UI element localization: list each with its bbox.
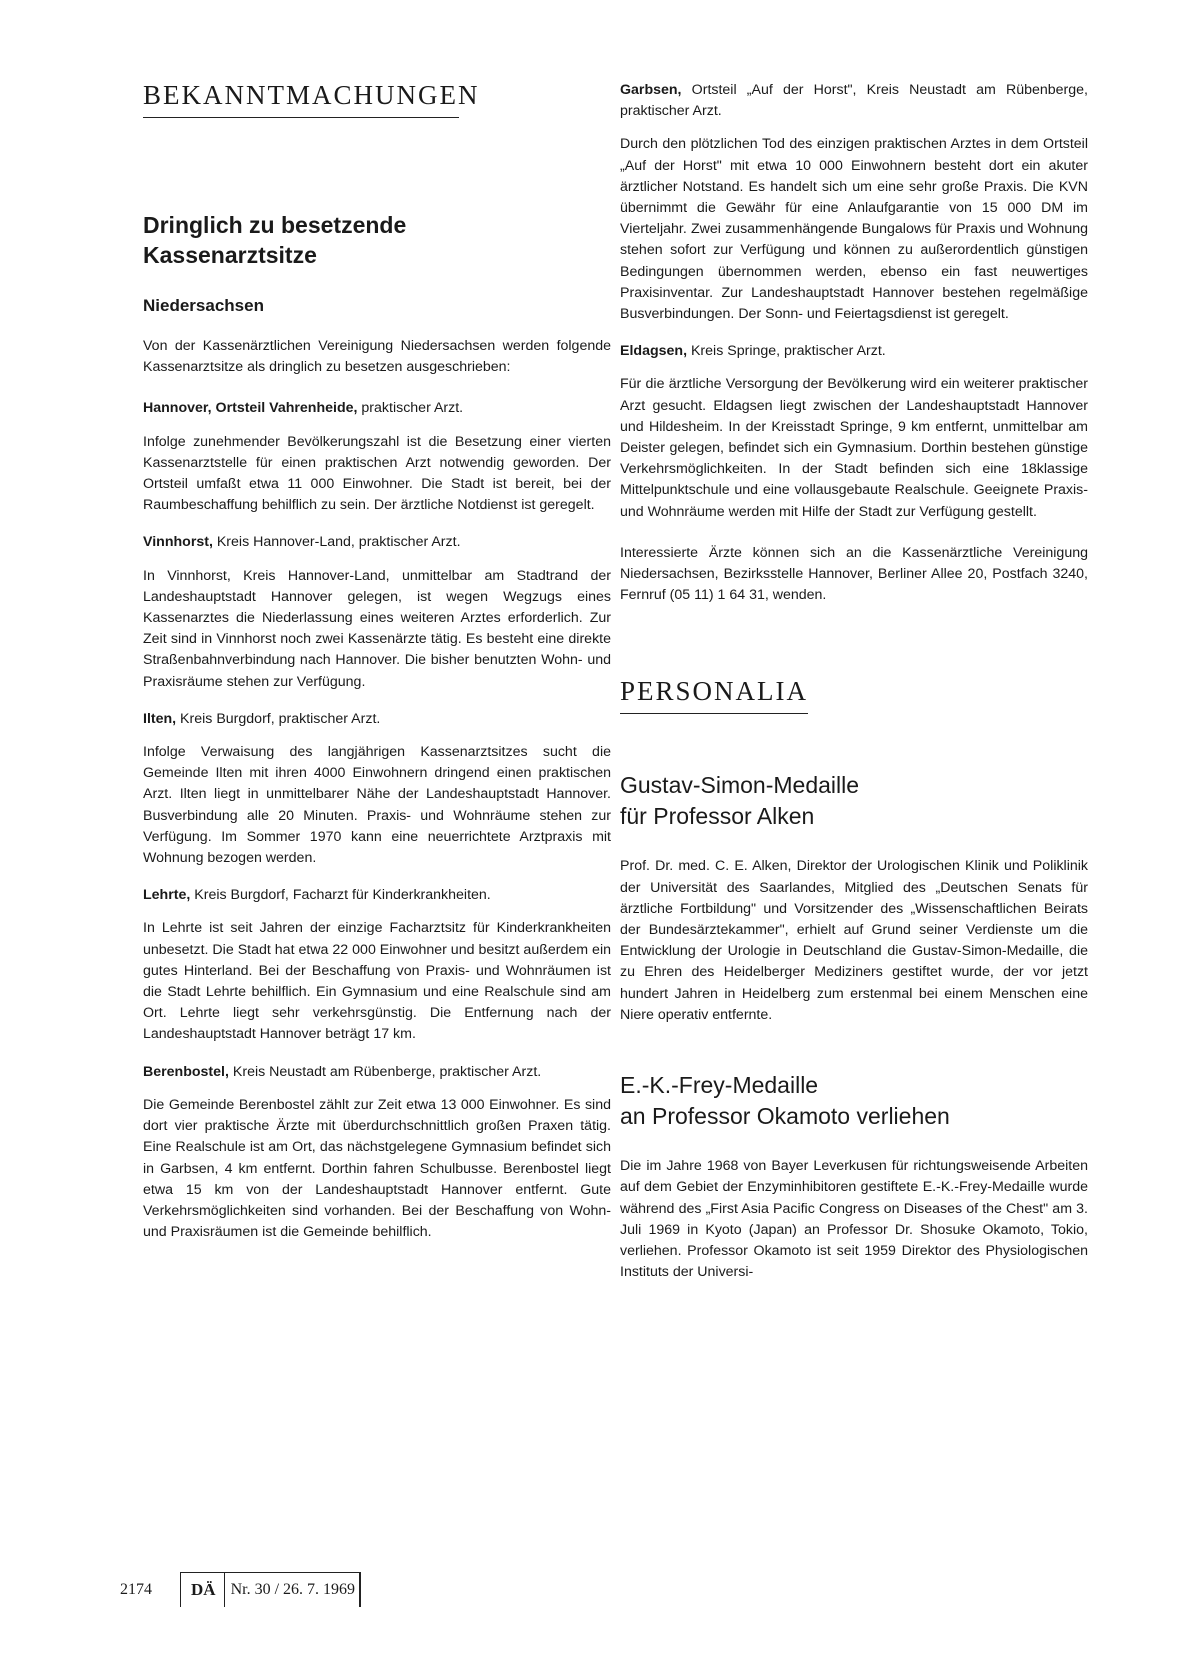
entry-heading xyxy=(143,398,611,419)
issue-info: Nr. 30 / 26. 7. 1969 xyxy=(230,1581,356,1598)
entry-text: In Vinnhorst, Kreis Hannover-Land, unmittelbar am Stadtrand der Landeshauptstadt Hannover gelegen, ist wegen Wegzugs eines Kassenarztes die Niederlassung eines weiteren Arztes erforderlich. Zur Zeit sind in Vinnhorst noch zwei Kassenärzte tätig. Es besteht eine direkte Straßenbahnverbindung nach Hannover. Die bisher benutzten Wohn- und Praxisräume stehen zur Verfügung. xyxy=(143,567,611,690)
entry-desc: Kreis Burgdorf, praktischer Arzt. xyxy=(176,710,381,727)
entry-heading xyxy=(620,341,1088,362)
region-heading: Niedersachsen xyxy=(143,296,264,315)
entry-desc: Kreis Hannover-Land, praktischer Arzt. xyxy=(212,534,461,551)
entry-desc: Kreis Neustadt am Rübenberge, praktischer Arzt. xyxy=(228,1063,542,1080)
article-title xyxy=(620,770,1088,832)
article-text: Prof. Dr. med. C. E. Alken, Direktor der Urologischen Klinik und Poliklinik der Universität des Saarlandes, Mitglied des „Deutschen Senats für ärztliche Fortbildung" und Vorsitzender des „Wissenschaftlichen Beirats der Bundesärztekammer", erhielt auf Grund seiner Verdienste um die Entwicklung der Urologie in Deutschland die Gustav-Simon-Medaille, die zu Ehren des Heidelberger Mediziners gestiftet wurde, der vor jetzt hundert Jahren in Heidelberg zum erstenmal bei einem Menschen eine Niere operativ entfernte. xyxy=(620,858,1088,1023)
entry-heading xyxy=(143,1062,611,1083)
article-title xyxy=(143,210,611,270)
article-text: Die im Jahre 1968 von Bayer Leverkusen für richtungsweisende Arbeiten auf dem Gebiet der Enzyminhibitoren gestiftete E.-K.-Frey-Medaille wurde während des „First Asia Pacific Congress on Diseases of the Chest" am 3. Juli 1969 in Kyoto (Japan) an Professor Dr. Shosuke Okamoto, Tokio, verliehen. Professor Okamoto ist seit 1959 Direktor des Physiologischen Instituts der Universi- xyxy=(620,1158,1088,1281)
entry-place: Vinnhorst, xyxy=(143,534,213,551)
entry-text: In Lehrte ist seit Jahren der einzige Facharztsitz für Kinderkrankheiten unbesetzt. Die Stadt hat etwa 22 000 Einwohner und besitzt außerdem ein gutes Hinterland. Bei der Beschaffung von Praxis- und Wohnräumen ist die Stadt Lehrte behilflich. Ein Gymnasium und eine Realschule sind am Ort. Lehrte liegt sehr verkehrsgünstig. Die Entfernung nach der Landeshauptstadt Hannover beträgt 17 km. xyxy=(143,920,611,1043)
article-title-line2: für Professor Alken xyxy=(620,803,815,830)
entry-text: Die Gemeinde Berenbostel zählt zur Zeit etwa 13 000 Einwohner. Es sind dort vier praktische Ärzte mit überdurchschnittlich großen Praxen tätig. Eine Realschule ist am Ort, das nächstgelegene Gymnasium befindet sich in Garbsen, 4 km entfernt. Dorthin fahren Schulbusse. Berenbostel liegt etwa 15 km von der Landeshauptstadt Hannover entfernt. Gute Verkehrsmöglichkeiten sind vorhanden. Bei der Beschaffung von Wohn- und Praxisräumen ist die Gemeinde behilflich. xyxy=(143,1096,611,1241)
entry-heading xyxy=(620,80,1088,122)
article-title-line1: E.-K.-Frey-Medaille xyxy=(620,1072,819,1099)
entry-place: Garbsen, xyxy=(620,82,682,98)
entry-desc: praktischer Arzt. xyxy=(357,400,464,417)
entry-desc: Ortsteil „Auf der Horst", Kreis Neustadt am Rübenberge, praktischer Arzt. xyxy=(620,82,1088,120)
entry-text: Durch den plötzlichen Tod des einzigen praktischen Arztes in dem Ortsteil „Auf der Horst" mit etwa 10 000 Einwohnern besteht dort ein akuter ärztlicher Notstand. Es handelt sich um eine sehr große Praxis. Die KVN übernimmt die Gewähr für eine Anlaufgarantie von 15 000 DM im Vierteljahr. Zwei zusammenhängende Bungalows für Praxis und Wohnung stehen sofort zur Verfügung und können zu außerordentlich günstigen Bedingungen übernommen werden, ebenso ein fast neuwertiges Praxisinventar. Zur Landeshauptstadt Hannover bestehen regelmäßige Busverbindungen. Der Sonn- und Feiertagsdienst ist geregelt. xyxy=(620,136,1088,323)
entry-heading xyxy=(143,885,611,906)
entry-place: Berenbostel, xyxy=(143,1063,229,1080)
left-column xyxy=(143,80,611,1243)
article-title-line2: an Professor Okamoto verliehen xyxy=(620,1103,950,1130)
section-heading-personalia: PERSONALIA xyxy=(620,676,809,707)
article-title xyxy=(620,1070,1088,1132)
entry-text: Infolge Verwaisung des langjährigen Kassenarztsitzes sucht die Gemeinde Ilten mit ihren 4000 Einwohnern dringend einen praktischen Arzt. Ilten liegt in unmittelbarer Nähe der Landeshauptstadt Hannover. Busverbindung alle 20 Minuten. Praxis- und Wohnräume stehen zur Verfügung. Im Sommer 1970 kann eine neuerrichtete Arztpraxis mit Wohnung bezogen werden. xyxy=(143,744,611,867)
entry-place: Lehrte, xyxy=(143,887,191,904)
intro-paragraph: Von der Kassenärztlichen Vereinigung Niedersachsen werden folgende Kassenarztsitze als dringlich zu besetzen ausgeschrieben: xyxy=(143,338,611,376)
page-number: 2174 xyxy=(120,1580,152,1598)
right-column xyxy=(620,80,1088,1283)
article-title-line2: Kassenarztsitze xyxy=(143,242,317,268)
entry-heading xyxy=(143,709,611,730)
section-heading-bekanntmachungen: BEKANNTMACHUNGEN xyxy=(143,80,480,110)
entry-place: Eldagsen, xyxy=(620,343,688,360)
entry-desc: Kreis Burgdorf, Facharzt für Kinderkrankheiten. xyxy=(190,887,491,904)
article-title-line1: Gustav-Simon-Medaille xyxy=(620,772,860,799)
contact-paragraph: Interessierte Ärzte können sich an die Kassenärztliche Vereinigung Niedersachsen, Bezirksstelle Hannover, Berliner Allee 20, Postfach 3240, Fernruf (05 11) 1 64 31, wenden. xyxy=(620,544,1088,604)
journal-logo: DÄ xyxy=(191,1573,225,1607)
page-footer xyxy=(120,1572,361,1607)
entry-place: Ilten, xyxy=(143,710,177,727)
entry-desc: Kreis Springe, praktischer Arzt. xyxy=(687,343,886,360)
entry-text: Für die ärztliche Versorgung der Bevölkerung wird ein weiterer praktischer Arzt gesucht. Eldagsen liegt zwischen der Landeshauptstadt Hannover und Hildesheim. In der Kreisstadt Springe, 9 km entfernt, unmittelbar am Deister gelegen, befindet sich ein Gymnasium. Dorthin bestehen günstige Verkehrsmöglichkeiten. In der Stadt befinden sich eine 18klassige Mittelpunktschule und eine vollausgebaute Realschule. Geeignete Praxis- und Wohnräume werden mit Hilfe der Stadt zur Verfügung gestellt. xyxy=(620,376,1088,520)
article-title-line1: Dringlich zu besetzende xyxy=(143,212,407,238)
entry-place: Hannover, Ortsteil Vahrenheide, xyxy=(143,400,358,417)
entry-text: Infolge zunehmender Bevölkerungszahl ist die Besetzung einer vierten Kassenarztstelle für einen praktischen Arzt notwendig geworden. Der Ortsteil umfaßt etwa 11 000 Einwohner. Die Stadt ist bereit, bei der Raumbeschaffung behilflich zu sein. Der ärztliche Notdienst ist geregelt. xyxy=(143,433,611,514)
journal-box xyxy=(180,1572,361,1607)
entry-heading xyxy=(143,532,611,553)
